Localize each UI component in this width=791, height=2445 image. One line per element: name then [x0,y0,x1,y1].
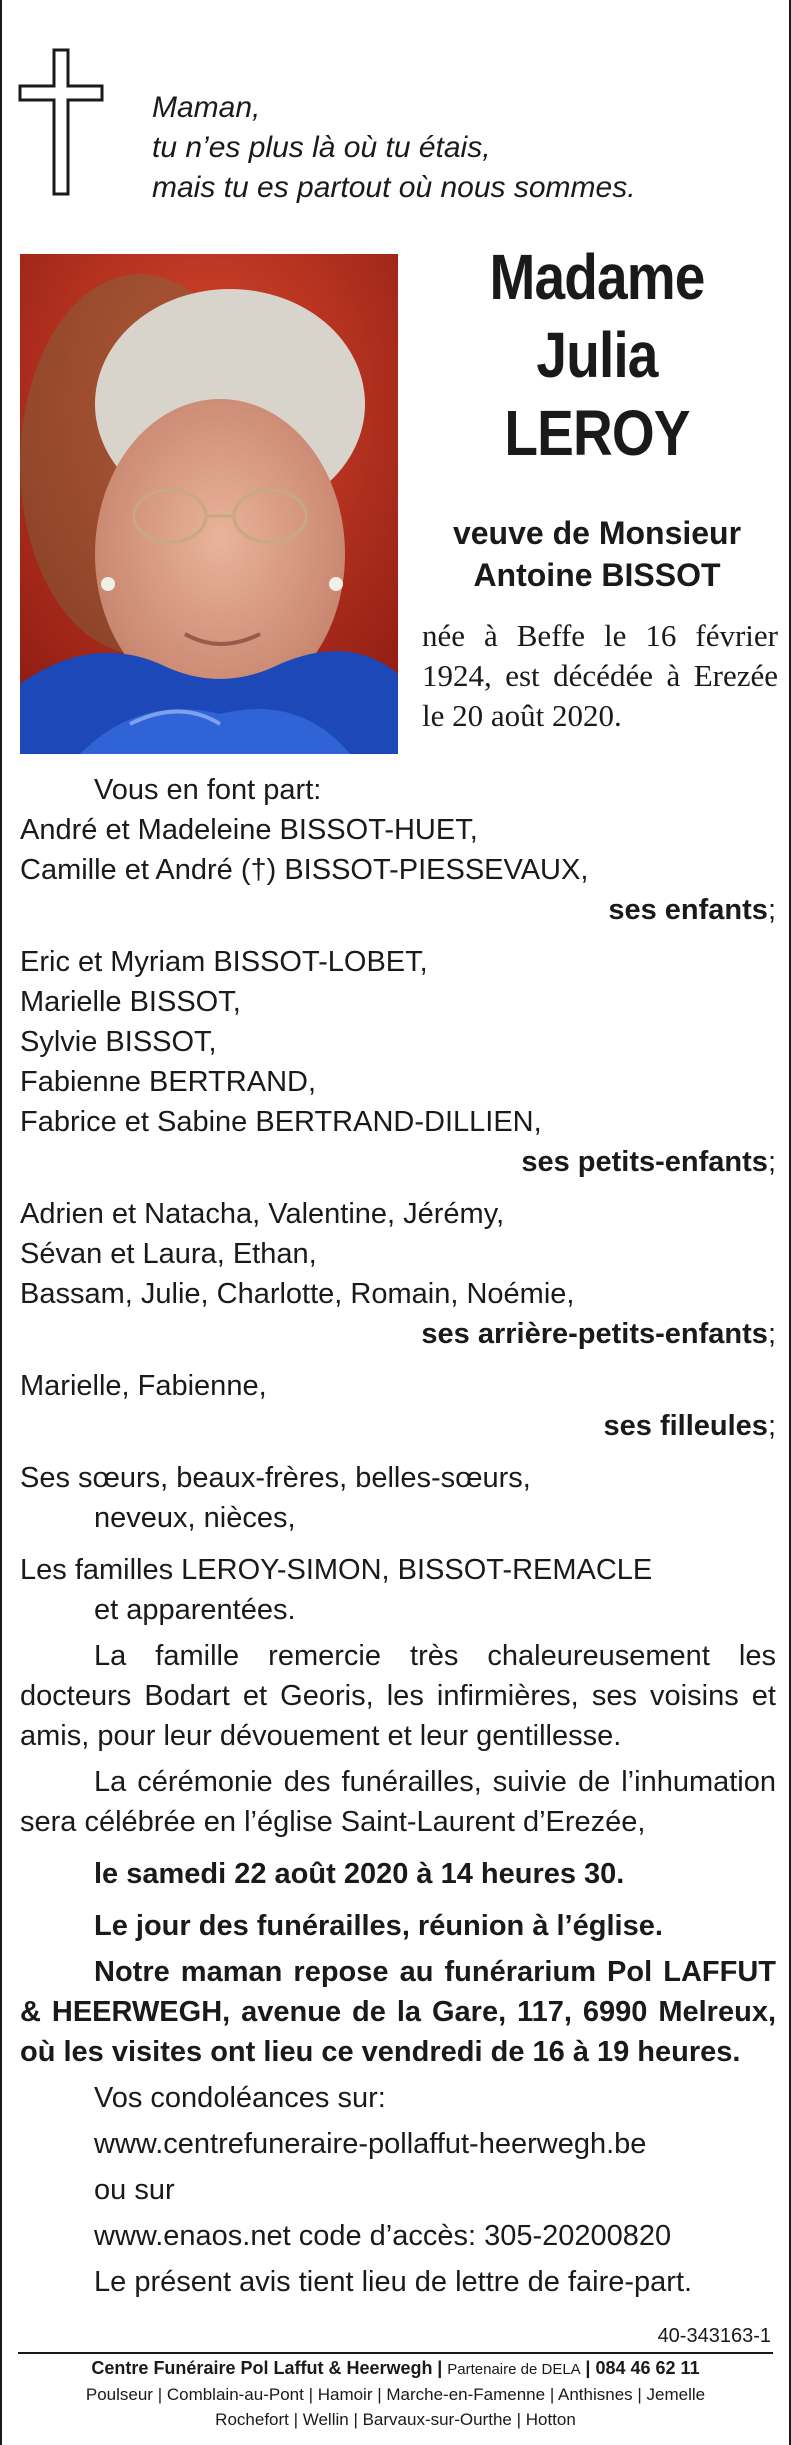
memorial-poem [152,88,772,208]
spouse-info [412,512,782,596]
intro-line: Vous en font part: [94,774,322,806]
poem-line: tu n’es plus là où tu étais, [152,131,491,164]
relation-label: ses arrière-petits-enfants; [421,1318,776,1350]
deceased-name [438,238,756,472]
footer-divider [18,2352,773,2354]
closing-paragraph: Le présent avis tient lieu de lettre de faire-part. [94,2266,693,2298]
family-line: Fabienne BERTRAND, [20,1066,317,1098]
ceremony-date: le samedi 22 août 2020 à 14 heures 30. [94,1858,625,1890]
meeting-line: Le jour des funérailles, réunion à l’église. [94,1910,663,1942]
family-line: Marielle BISSOT, [20,986,241,1018]
condolences-or: ou sur [94,2174,175,2206]
first-name: Julia [536,319,658,391]
spouse-name: Antoine BISSOT [473,557,721,593]
footer: Centre Funéraire Pol Laffut & Heerwegh | Partenaire de DELA | 084 46 62 11 Poulseur | Comblain-au-Pont | Hamoir | Marche-en-Famenne | Anthisnes | Jemelle Rochefort | Wellin | Barvaux-sur-Ourthe | Hotton [18,2356,773,2432]
family-line: Eric et Myriam BISSOT-LOBET, [20,946,428,978]
family-line: et apparentées. [94,1594,296,1626]
condolences-intro: Vos condoléances sur: [94,2082,386,2114]
locations-line: Rochefort | Wellin | Barvaux-sur-Ourthe | Hotton [215,2410,576,2429]
poem-line: Maman, [152,91,261,124]
family-line: Les familles LEROY-SIMON, BISSOT-REMACLE [20,1554,653,1586]
cross-icon [18,48,104,196]
phone-number: 084 46 62 11 [595,2358,700,2378]
family-line: Sylvie BISSOT, [20,1026,217,1058]
thanks-paragraph: La famille remercie très chaleureusement les docteurs Bodart et Georis, les infirmières, ses voisins et amis, pour leur dévouement et leur gentillesse. [20,1640,776,1752]
family-line: Adrien et Natacha, Valentine, Jérémy, [20,1198,505,1230]
family-line: Marielle, Fabienne, [20,1370,267,1402]
spouse-line: veuve de Monsieur [452,515,742,551]
notice-reference: 40-343163-1 [657,2325,771,2347]
relation-label: ses filleules; [603,1410,776,1442]
locations-line: Poulseur | Comblain-au-Pont | Hamoir | Marche-en-Famenne | Anthisnes | Jemelle [85,2385,706,2404]
partner-text: Partenaire de DELA [447,2361,581,2378]
family-line: André et Madeleine BISSOT-HUET, [20,814,478,846]
family-line: Camille et André (†) BISSOT-PIESSEVAUX, [20,854,589,886]
notice-body [20,770,776,2302]
ceremony-paragraph: La cérémonie des funérailles, suivie de l’inhumation sera célébrée en l’église Saint-Laurent d’Erezée, [20,1766,776,1838]
family-line: Sévan et Laura, Ethan, [20,1238,317,1270]
portrait-photo [20,254,398,754]
family-line: neveux, nièces, [94,1502,296,1534]
condolences-link[interactable]: www.enaos.net code d’accès: 305-20200820 [94,2220,672,2252]
funeral-home-name: Centre Funéraire Pol Laffut & Heerwegh [91,2358,433,2378]
last-name: LEROY [504,397,690,469]
repose-paragraph: Notre maman repose au funérarium Pol LAFFUT & HEERWEGH, avenue de la Gare, 117, 6990 Melreux, où les visites ont lieu ce vendredi de 16 à 19 heures. [20,1956,776,2068]
family-line: Bassam, Julie, Charlotte, Romain, Noémie, [20,1278,575,1310]
birth-death-text: née à Beffe le 16 février 1924, est décédée à Erezée le 20 août 2020. [422,618,778,733]
family-line: Ses sœurs, beaux-frères, belles-sœurs, [20,1462,531,1494]
condolences-link[interactable]: www.centrefuneraire-pollaffut-heerwegh.be [94,2128,647,2160]
family-line: Fabrice et Sabine BERTRAND-DILLIEN, [20,1106,542,1138]
relation-label: ses petits-enfants; [521,1146,776,1178]
name-title: Madame [489,241,705,313]
poem-line: mais tu es partout où nous sommes. [152,171,636,204]
relation-label: ses enfants; [608,894,776,926]
